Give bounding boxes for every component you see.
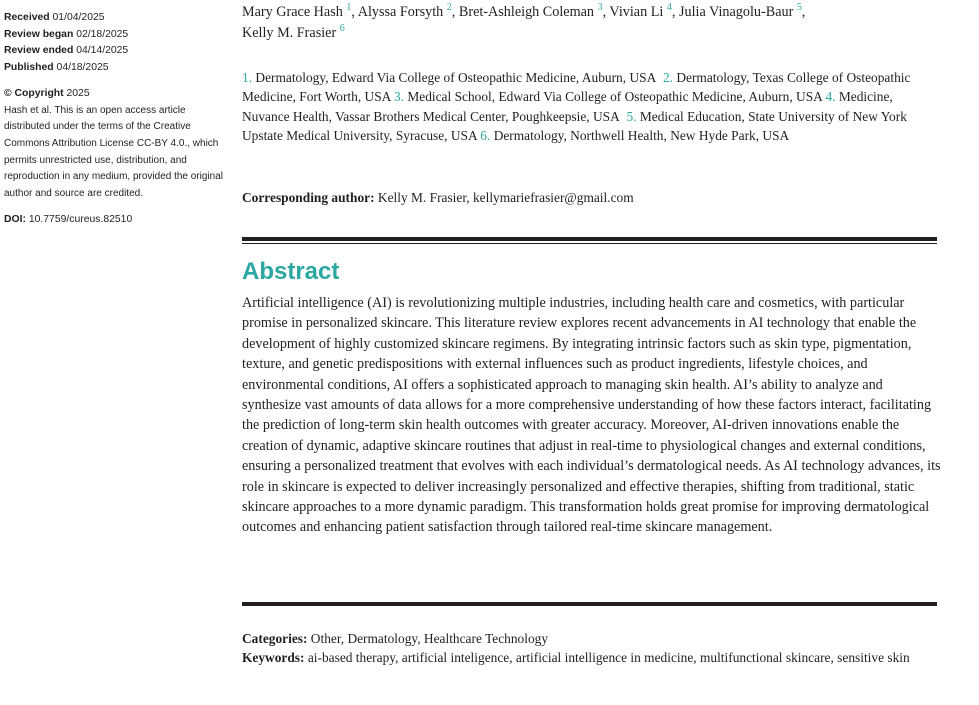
affiliation-number: 5. [626,108,637,124]
doi-link[interactable]: 10.7759/cureus.82510 [28,213,133,225]
review-ended-row [4,43,226,60]
review-ended-label: Review ended [4,45,74,57]
review-began-label: Review began [4,28,74,40]
abstract-body: Artificial intelligence (AI) is revolutionizing multiple industries, including health care and cosmetics, with particular promise in personalized skincare. This literature review explores recent advancements in AI technology that enable the development of highly customized skincare regimens. By integrating intrinsic factors such as skin type, pigmentation, texture, and genetic predispositions with external influences such as product ingredients, lifestyle choices, and environmental conditions, AI offers a sophisticated approach to managing skin health. AI’s ability to analyze and synthesize vast amounts of data allows for a more comprehensive understanding of how these factors interact, facilitating the prediction of long-term skin health outcomes with greater accuracy. Moreover, AI-driven innovations enable the creation of dynamic, adaptive skincare routines that adjust in real-time to physiological changes and external conditions, ensuring a personalized treatment that evolves with each individual’s dermatological needs. As AI technology advances, its role in skincare is expected to deliver increasingly personalized and effective therapies, shifting from traditional, static skincare approaches to a more dynamic paradigm. This transformation holds great promise for improving dermatological outcomes and enhancing patient satisfaction through tailored real-time skincare management. [242,295,941,536]
doi-label: DOI: [4,213,26,225]
published-label: Published [4,62,54,74]
author-list: Mary Grace Hash $^1$, Alyssa Forsyth $^2$, Bret-Ashleigh Coleman $^3$, Vivian Li $^4$, Julia Vinagolu-Baur $^5$, Kelly M. Frasier $^6$ [242,2,806,41]
published-date: 04/18/2025 [56,62,109,74]
affiliations [242,68,942,146]
keywords-value: ai-based therapy, artificial inteligence, artificial intelligence in medicine, multifunctional skincare, sensitive skin [307,650,910,666]
author-name: Kelly M. Frasier [242,24,337,41]
categories-value: Other, Dermatology, Healthcare Technology [310,631,549,646]
author-name: Alyssa Forsyth [357,4,444,20]
author-name: Julia Vinagolu-Baur [678,4,794,20]
doi-row [4,212,226,229]
keywords-label: Keywords: [242,650,305,666]
author-affiliation-ref[interactable]: 4 [666,2,672,13]
categories-keywords [242,629,942,668]
author-name: Mary Grace Hash [242,4,343,20]
review-began-date: 02/18/2025 [76,28,129,40]
corresponding-author-contact[interactable]: Kelly M. Frasier, kellymariefrasier@gmail.com [377,190,634,205]
affiliation-number: 3. [393,89,404,105]
affiliation-text: Dermatology, Texas College of Osteopathic Medicine, Fort Worth, USA [242,70,911,105]
divider-bottom [242,602,937,606]
divider-thin [242,243,937,244]
affiliation-text: Dermatology, Northwell Health, New Hyde Park, USA [493,128,790,144]
affiliation-text: Medical Education, State University of New York Upstate Medical University, Syracuse, USA [242,108,907,144]
divider-thick [242,237,937,241]
review-ended-date: 04/14/2025 [76,45,129,57]
corresponding-author-label: Corresponding author: [242,190,375,205]
corresponding-author [242,188,942,207]
author-affiliation-ref[interactable]: 2 [446,2,452,13]
received-date: 01/04/2025 [52,12,105,23]
author-name: Bret-Ashleigh Coleman [458,4,595,20]
review-began-row [4,27,226,44]
copyright-year: 2025 [66,87,90,99]
abstract-heading: Abstract [242,258,340,285]
categories-label: Categories: [242,631,308,646]
affiliation-number: 4. [825,89,836,105]
affiliation-number: 2. [662,70,673,85]
author-affiliation-ref[interactable]: 3 [597,2,603,13]
author-affiliation-ref[interactable]: 6 [339,22,345,34]
affiliation-text: Medicine, Nuvance Health, Vassar Brothers Medical Center, Poughkeepsie, USA [242,89,893,124]
affiliation-number: 6. [480,128,491,144]
received-row [4,10,226,27]
author-name: Vivian Li [609,4,664,20]
affiliation-text: Dermatology, Edward Via College of Osteopathic Medicine, Auburn, USA [255,70,657,85]
affiliation-number: 1. [242,70,253,85]
copyright-label: © Copyright [4,87,64,99]
categories-row [242,629,942,648]
author-affiliation-ref[interactable]: 1 [346,2,352,13]
affiliation-text: Medical School, Edward Via College of Osteopathic Medicine, Auburn, USA [407,89,823,105]
copyright-row [4,86,226,103]
keywords-row [242,648,942,667]
license-text: Hash et al. This is an open access article distributed under the terms of the Creative Commons Attribution License CC-BY 4.0., which permits unrestricted use, distribution, and reproduction in any medium, provided the original author and source are credited. [4,104,224,200]
published-row [4,60,226,77]
article-info-sidebar [4,10,226,228]
author-affiliation-ref[interactable]: 5 [796,2,802,13]
received-label: Received [4,12,50,23]
